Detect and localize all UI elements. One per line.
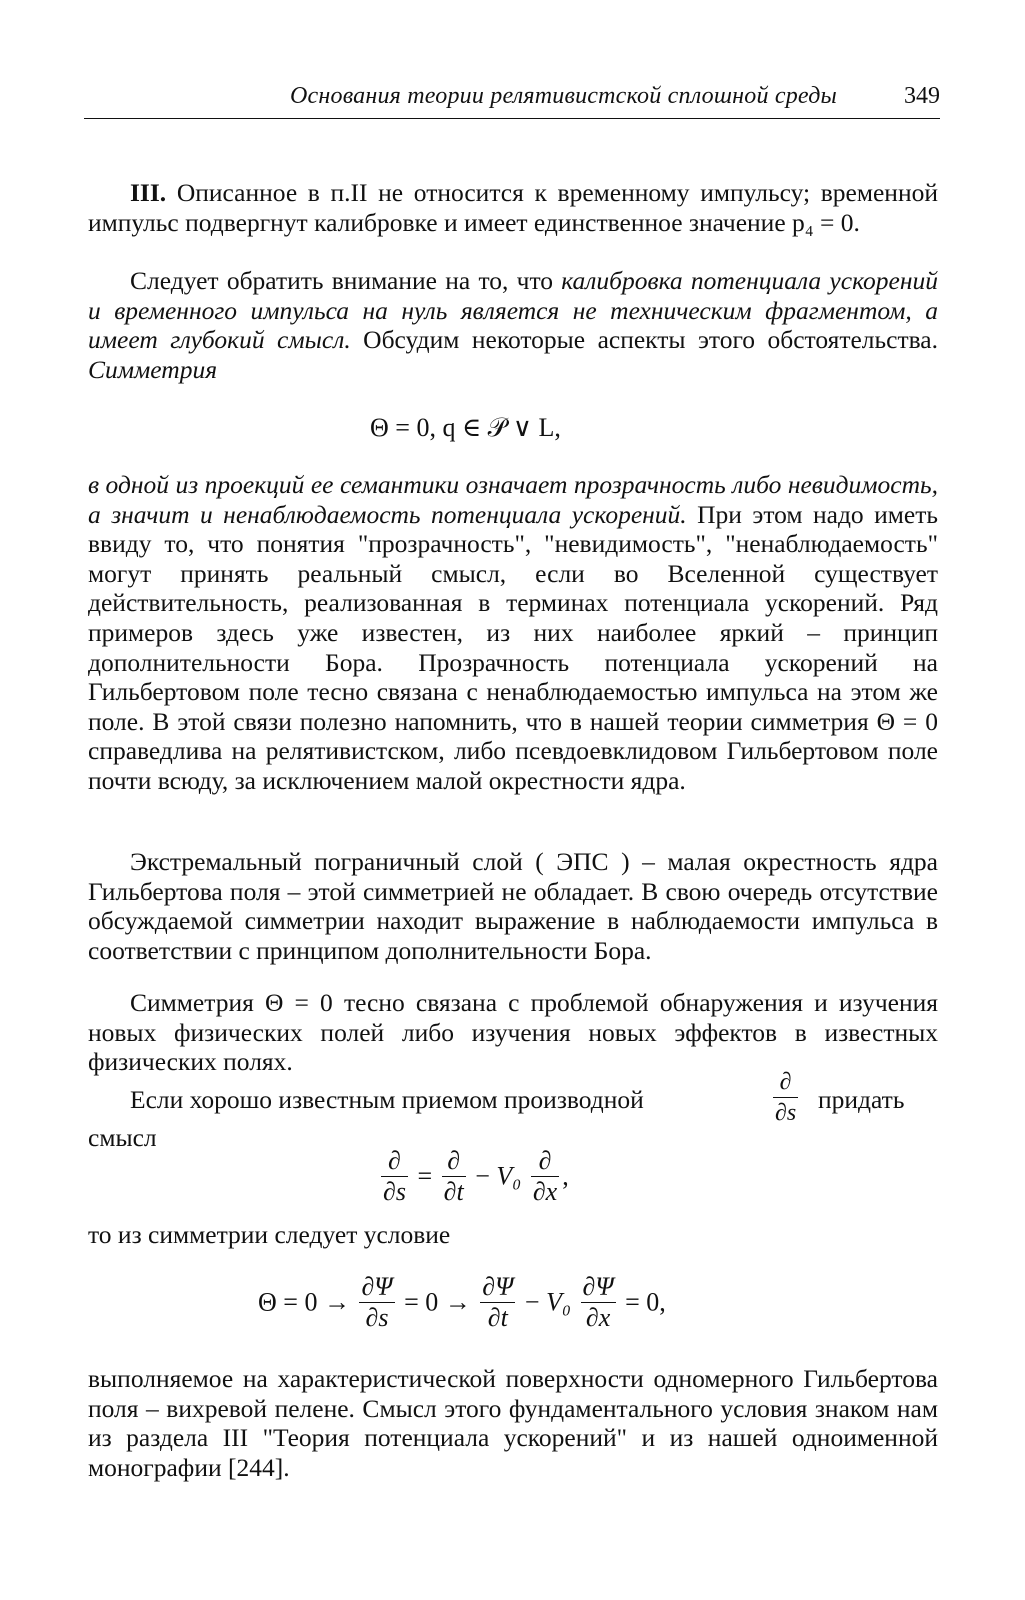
frac-num: ∂Ψ [361,1272,393,1301]
frac-num: ∂ [442,1146,466,1177]
page-number: 349 [904,83,940,109]
eq-lhs: Θ = 0 → [258,1287,350,1317]
equation-symmetry: Θ = 0, q ∈ 𝒫 ∨ L, [370,413,561,442]
v0-symbol: V₀ [496,1161,522,1191]
running-header [84,83,940,123]
italic-run: в одной из проекций ее семантики означает прозрачность либо невидимость, а значит и ненаблюдаемость потенциала ускорений. [88,470,938,529]
inline-derivative [770,1067,801,1128]
frac-num: ∂Ψ [582,1272,614,1301]
italic-run: Симметрия [88,354,218,384]
text-run: Следует обратить внимание на то, что [130,266,562,295]
frac-den: ∂x [532,1177,558,1206]
header-title: Основания теории релятивистской сплошной среды [290,83,837,109]
text-run: Обсудим некоторые аспекты этого обстоятельства. [350,325,938,355]
frac-num: ∂ [773,1067,798,1098]
frac-den: ∂s [365,1303,389,1332]
eq-mid: = 0 → [404,1287,471,1317]
frac-den: ∂t [443,1177,464,1206]
paragraph-iii [88,178,938,237]
italic-run: калибровка потенциала ускорений и временного импульса на нуль является не техническим фрагментом, а имеет глубокий смысл. [88,266,938,355]
frac-den: ∂s [383,1177,406,1206]
frac-den: ∂t [487,1303,508,1332]
text-run: Если хорошо известным приемом производной [130,1085,644,1114]
paragraph-eps [88,847,938,965]
text-run: Симметрия Θ = 0 тесно связана с проблемой обнаружения и изучения новых физических полей либо изучения новых эффектов в известных физических полях. [88,988,938,1077]
line-meaning: смысл [88,1123,157,1152]
frac-den: ∂x [585,1303,611,1332]
equation-condition: Θ = 0 → $\frac{\partial\Psi}{\partial s}$ = 0 → $\frac{\partial\Psi}{\partial t}$ − V₀ $\frac{\partial\Psi}{\partial x}$ = 0, [258,1272,666,1332]
paragraph-iii-text: Описанное в п.II не относится к временному импульсу; временной импульс подвергнут калибровке и имеет единственное значение p₄ = 0. [88,178,938,237]
text-run: Экстремальный пограничный слой ( ЭПС ) – малая окрестность ядра Гильбертова поля – этой симметрией не обладает. В свою очередь отсутствие обсуждаемой симметрии находит выражение в наблюдаемости импульса в соответствии с принципом дополнительности Бора. [88,847,938,965]
equation-derivative: $\frac{\partial}{\partial s}$ = $\frac{\partial}{\partial t}$ − V₀ $\frac{\partial}{\partial x}$ , [383,1146,569,1206]
frac-num: ∂Ψ [482,1272,514,1301]
text-run: При этом надо иметь ввиду то, что понятия "прозрачность", "невидимость", "ненаблюдаемость" могут принять реальный смысл, если во Вселенной существует действительность, реализованная в терминах потенциала ускорений. Ряд примеров здесь уже известен, из них наиболее яркий – принцип дополнительности Бора. Прозрачность потенциала ускорений на Гильбертовом поле тесно связана с ненаблюдаемостью импульса на этом же поле. В этой связи полезно напомнить, что в нашей теории симметрия Θ = 0 справедлива на релятивистском, либо псевдоевклидовом Гильбертовом поле почти всюду, за исключением малой окрестности ядра. [88,499,939,795]
text-run: выполняемое на характеристической поверхности одномерного Гильбертова поля – вихревой пелене. Смысл этого фундаментального условия знаком нам из раздела III "Теория потенциала ускорений" и из нашей одноименной монографии [244]. [88,1364,938,1482]
frac-num: ∂ [381,1146,408,1177]
v0-symbol: V₀ [546,1287,571,1317]
paragraph-symmetry-fields [88,988,938,1077]
frac-den: ∂s [775,1100,797,1126]
line-condition: то из симметрии следует условие [88,1220,451,1249]
paragraph-transparency [88,470,938,796]
line-derivative-intro [130,1085,644,1115]
paragraph-calibration [88,266,938,384]
paragraph-vortex-sheet [88,1364,938,1482]
eq-end: = 0, [625,1287,666,1317]
section-label: III. [130,178,167,207]
header-rule [84,118,940,119]
frac-num: ∂ [531,1146,559,1177]
line-derivative-after: придать [818,1085,905,1114]
